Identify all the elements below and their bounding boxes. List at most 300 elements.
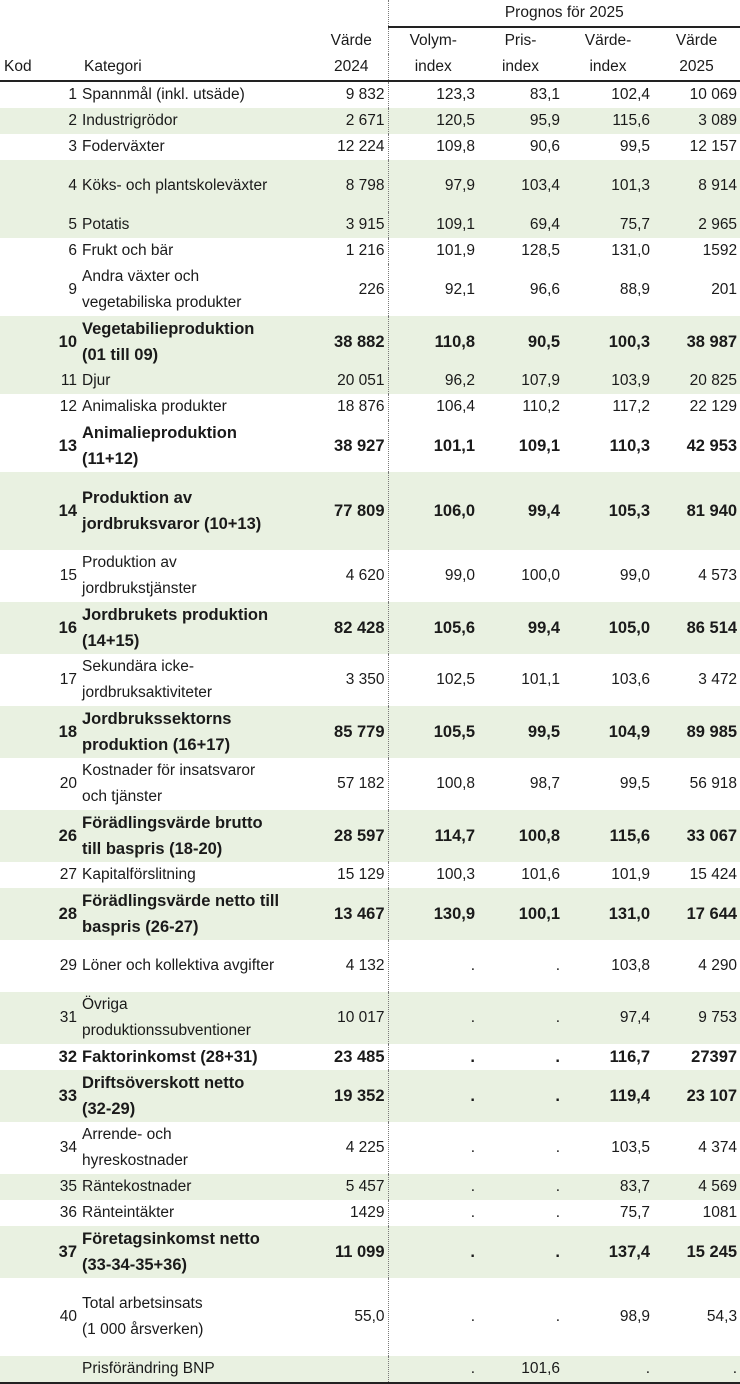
table-row	[0, 992, 740, 1044]
row-price-index: 98,7	[529, 775, 561, 792]
row-code: 28	[58, 905, 77, 923]
row-category	[80, 238, 315, 264]
row-volume-index: 100,8	[388, 758, 478, 810]
category-line: och tjänster	[82, 788, 163, 805]
row-category	[80, 888, 315, 940]
row-value-index: 103,9	[611, 372, 651, 389]
row-value-2024: 226	[358, 281, 385, 298]
category-line: Företagsinkomst netto	[82, 1230, 260, 1248]
category-line: Potatis	[82, 216, 130, 233]
row-price-index: 100,8	[518, 827, 561, 845]
volume-index-header-sub: index	[388, 54, 478, 81]
table-row	[0, 1122, 740, 1174]
category-line: vegetabiliska produkter	[82, 294, 242, 311]
row-code: 36	[59, 1204, 77, 1221]
value-index-header-sub: index	[563, 54, 653, 81]
row-category	[80, 810, 315, 862]
row-value-2024: 15 129	[337, 866, 385, 883]
row-value-2024: 9 832	[345, 86, 385, 103]
row-category	[80, 420, 315, 472]
table-row	[0, 654, 740, 706]
row-price-index: 109,1	[518, 437, 561, 455]
table-row	[0, 888, 740, 940]
row-code: 29	[59, 957, 77, 974]
row-value-index: 103,5	[611, 1139, 651, 1156]
row-price-index: .	[555, 1178, 561, 1195]
row-volume-index: .	[388, 1278, 478, 1356]
category-line: (11+12)	[82, 450, 139, 468]
row-value-2024: 3 350	[345, 671, 385, 688]
table-row	[0, 1356, 740, 1383]
row-category	[80, 212, 315, 238]
row-value-index: 98,9	[619, 1308, 651, 1325]
row-value-2024: 19 352	[334, 1087, 385, 1105]
table-row	[0, 862, 740, 888]
row-code: 2	[68, 112, 77, 129]
row-value-2025: 23 107	[686, 1087, 738, 1105]
row-value-2024: 57 182	[337, 775, 385, 792]
row-category	[80, 992, 315, 1044]
row-category	[80, 706, 315, 758]
row-category	[80, 316, 315, 368]
row-value-2025: 8 914	[698, 177, 738, 194]
row-category	[80, 134, 315, 160]
row-volume-index: .	[388, 1226, 478, 1278]
row-value-2024: 5 457	[345, 1178, 385, 1195]
column-header-row-2	[0, 54, 740, 81]
category-line: Vegetabilieproduktion	[82, 320, 255, 338]
row-price-index: 69,4	[529, 216, 561, 233]
row-price-index: 100,0	[521, 567, 561, 584]
row-price-index: 99,5	[527, 723, 561, 741]
category-line: Spannmål (inkl. utsäde)	[82, 86, 245, 103]
row-value-index: 101,9	[611, 866, 651, 883]
row-volume-index: 106,4	[388, 394, 478, 420]
row-code: 6	[68, 242, 77, 259]
row-price-index: 110,2	[522, 398, 561, 415]
row-volume-index: .	[388, 1174, 478, 1200]
row-value-index: 119,4	[609, 1087, 651, 1105]
row-code: 35	[59, 1178, 77, 1195]
category-line: Foderväxter	[82, 138, 165, 155]
table-row	[0, 940, 740, 992]
row-volume-index: 109,8	[388, 134, 478, 160]
row-volume-index: .	[388, 1200, 478, 1226]
row-price-index: .	[555, 1243, 561, 1261]
forecast-header-row	[0, 0, 740, 27]
row-price-index: .	[555, 1204, 561, 1221]
table-row	[0, 108, 740, 134]
row-value-index: .	[563, 1356, 653, 1383]
table-row	[0, 134, 740, 160]
volume-index-header: Volym-	[388, 27, 478, 54]
row-category	[80, 1356, 315, 1383]
row-category	[80, 472, 315, 550]
row-value-index: 137,4	[608, 1243, 651, 1261]
category-line: Arrende- och	[82, 1126, 172, 1143]
row-value-2025: 10 069	[689, 86, 738, 103]
table-row	[0, 264, 740, 316]
table-row	[0, 706, 740, 758]
row-value-2024: 8 798	[345, 177, 385, 194]
row-value-index: 100,3	[608, 333, 651, 351]
table-row	[0, 420, 740, 472]
row-volume-index: 92,1	[388, 264, 478, 316]
row-value-index: 75,7	[619, 216, 651, 233]
category-line: Faktorinkomst (28+31)	[82, 1048, 258, 1066]
value-2025-header: Värde	[653, 27, 740, 54]
row-price-index: 99,4	[527, 619, 561, 637]
row-value-2024: 38 927	[334, 437, 385, 455]
row-category	[80, 1278, 315, 1356]
row-code: 9	[68, 281, 77, 298]
category-line: Andra växter och	[82, 268, 200, 285]
row-value-2025: 42 953	[686, 437, 738, 455]
row-code: 37	[58, 1243, 77, 1261]
row-value-2024: 38 882	[334, 333, 385, 351]
category-line: Räntekostnader	[82, 1178, 192, 1195]
row-value-index: 105,3	[608, 502, 651, 520]
row-volume-index: 96,2	[388, 368, 478, 394]
category-line: (1 000 årsverken)	[82, 1321, 204, 1338]
table-row	[0, 238, 740, 264]
value-2024-header-year: 2024	[315, 54, 388, 81]
category-line: Total arbetsinsats	[82, 1295, 203, 1312]
category-line: Industrigrödor	[82, 112, 178, 129]
row-category	[80, 1174, 315, 1200]
category-line: baspris (26-27)	[82, 918, 199, 936]
row-volume-index: 123,3	[388, 81, 478, 108]
table-row	[0, 602, 740, 654]
row-code: 17	[59, 671, 77, 688]
row-value-2025: 81 940	[686, 502, 738, 520]
row-value-2024: 4 225	[345, 1139, 385, 1156]
row-volume-index: 130,9	[388, 888, 478, 940]
row-code: 1	[68, 86, 77, 103]
row-value-index: 115,6	[612, 112, 651, 129]
category-line: Djur	[82, 372, 111, 389]
row-code: 18	[58, 723, 77, 741]
row-value-2024: 1429	[350, 1204, 385, 1221]
row-value-index: 99,0	[619, 567, 651, 584]
row-value-2024: 82 428	[334, 619, 385, 637]
row-price-index: 101,1	[521, 671, 561, 688]
row-volume-index: 109,1	[388, 212, 478, 238]
category-line: produktion (16+17)	[82, 736, 231, 754]
row-value-2025: 2 965	[698, 216, 738, 233]
row-code: 33	[58, 1087, 77, 1105]
row-value-index: 105,0	[608, 619, 651, 637]
table-row	[0, 316, 740, 368]
row-category	[80, 368, 315, 394]
row-code: 16	[58, 619, 77, 637]
row-value-index: 99,5	[619, 775, 651, 792]
row-code: 11	[60, 372, 77, 389]
row-code: 32	[58, 1048, 77, 1066]
category-line: Driftsöverskott netto	[82, 1074, 245, 1092]
price-index-header-sub: index	[478, 54, 563, 81]
row-volume-index: .	[388, 1044, 478, 1070]
category-line: (01 till 09)	[82, 346, 159, 364]
row-value-2025: 4 569	[698, 1178, 738, 1195]
row-value-2024: 10 017	[337, 1009, 385, 1026]
category-line: Animalieproduktion	[82, 424, 237, 442]
row-value-2025: 15 424	[689, 866, 738, 883]
row-value-2025: 3 089	[698, 112, 738, 129]
row-volume-index: 97,9	[388, 160, 478, 212]
row-value-2025: 33 067	[686, 827, 738, 845]
row-category	[80, 1226, 315, 1278]
row-value-2024: 85 779	[334, 723, 385, 741]
row-value-2025: 86 514	[686, 619, 738, 637]
row-code: 27	[59, 866, 77, 883]
row-category	[80, 550, 315, 602]
row-value-2024: 3 915	[345, 216, 385, 233]
row-volume-index: 105,5	[388, 706, 478, 758]
row-value-2025: 22 129	[689, 398, 738, 415]
row-value-2025: 9 753	[698, 1009, 738, 1026]
row-price-index: .	[555, 957, 561, 974]
category-line: Övriga	[82, 996, 128, 1013]
row-value-2025: 56 918	[689, 775, 738, 792]
row-category	[80, 264, 315, 316]
table-row	[0, 472, 740, 550]
value-2024-header: Värde	[315, 27, 388, 54]
row-value-2025: 20 825	[689, 372, 738, 389]
row-value-2025: .	[653, 1356, 740, 1383]
row-value-2024: 20 051	[337, 372, 385, 389]
row-value-2024: 4 620	[345, 567, 385, 584]
row-code: 10	[58, 333, 77, 351]
row-volume-index: 120,5	[388, 108, 478, 134]
row-value-2025: 89 985	[686, 723, 738, 741]
category-line: hyreskostnader	[82, 1152, 188, 1169]
table-row	[0, 1070, 740, 1122]
row-value-2024: 23 485	[334, 1048, 385, 1066]
row-category	[80, 160, 315, 212]
row-value-2024: 55,0	[354, 1308, 385, 1325]
row-value-index: 97,4	[619, 1009, 651, 1026]
row-value-2025: 27397	[691, 1048, 738, 1066]
table-row	[0, 81, 740, 108]
table-row	[0, 394, 740, 420]
row-volume-index: 105,6	[388, 602, 478, 654]
row-category	[80, 1070, 315, 1122]
row-price-index: .	[555, 1009, 561, 1026]
category-line: Produktion av	[82, 489, 193, 507]
category-line: jordbruksvaror (10+13)	[82, 515, 262, 533]
category-line: produktionssubventioner	[82, 1022, 251, 1039]
row-price-index: .	[555, 1308, 561, 1325]
table-row	[0, 160, 740, 212]
row-code: 5	[68, 216, 77, 233]
row-value-2025: 3 472	[698, 671, 738, 688]
row-value-2024: 13 467	[334, 905, 385, 923]
row-price-index: .	[555, 1048, 561, 1066]
row-value-index: 115,6	[609, 827, 651, 845]
row-value-2025: 12 157	[689, 138, 738, 155]
row-value-index: 75,7	[619, 1204, 651, 1221]
row-volume-index: 106,0	[388, 472, 478, 550]
row-value-index: 103,6	[611, 671, 651, 688]
row-code	[0, 1356, 80, 1383]
price-index-header: Pris-	[478, 27, 563, 54]
row-volume-index: 101,9	[388, 238, 478, 264]
row-category	[80, 1122, 315, 1174]
category-line: Animaliska produkter	[82, 398, 227, 415]
row-price-index: 96,6	[529, 281, 561, 298]
row-volume-index: .	[388, 1070, 478, 1122]
category-line: Förädlingsvärde netto till	[82, 892, 280, 910]
row-value-2024: 11 099	[334, 1243, 385, 1261]
row-value-2025: 54,3	[706, 1308, 738, 1325]
row-price-index: 103,4	[521, 177, 561, 194]
table-row	[0, 1200, 740, 1226]
row-value-2025: 1081	[702, 1204, 738, 1221]
row-value-2025: 15 245	[686, 1243, 738, 1261]
row-category	[80, 81, 315, 108]
category-line: Prisförändring BNP	[82, 1360, 215, 1377]
row-category	[80, 758, 315, 810]
row-volume-index: 100,3	[388, 862, 478, 888]
column-header-row-1	[0, 27, 740, 54]
row-value-index: 116,7	[609, 1048, 651, 1066]
row-category	[80, 602, 315, 654]
table-row	[0, 1174, 740, 1200]
row-value-2024: 28 597	[334, 827, 385, 845]
category-line: Ränteintäkter	[82, 1204, 175, 1221]
row-code: 13	[58, 437, 77, 455]
row-value-2024: 2 671	[345, 112, 385, 129]
row-value-index: 83,7	[619, 1178, 651, 1195]
row-volume-index: .	[388, 1122, 478, 1174]
code-header: Kod	[0, 54, 80, 81]
table-row	[0, 1226, 740, 1278]
row-value-2025: 4 374	[698, 1139, 738, 1156]
category-line: till baspris (18-20)	[82, 840, 223, 858]
row-value-2024: 4 132	[345, 957, 385, 974]
row-code: 3	[68, 138, 77, 155]
row-volume-index: 99,0	[388, 550, 478, 602]
row-volume-index: .	[388, 1356, 478, 1383]
row-volume-index: 101,1	[388, 420, 478, 472]
row-category	[80, 1044, 315, 1070]
row-price-index: 107,9	[521, 372, 561, 389]
row-category	[80, 1200, 315, 1226]
category-line: Förädlingsvärde brutto	[82, 814, 263, 832]
row-value-index: 131,0	[608, 905, 651, 923]
row-value-2024: 77 809	[334, 502, 385, 520]
row-value-2025: 4 573	[698, 567, 738, 584]
row-value-index: 101,3	[611, 177, 651, 194]
category-line: (32-29)	[82, 1100, 136, 1118]
category-line: (14+15)	[82, 632, 140, 650]
row-volume-index: 110,8	[388, 316, 478, 368]
table-row	[0, 1278, 740, 1356]
value-2025-header-year: 2025	[653, 54, 740, 81]
row-code: 40	[59, 1308, 77, 1325]
category-line: jordbrukstjänster	[82, 580, 197, 597]
category-line: Jordbrukets produktion	[82, 606, 269, 624]
row-volume-index: 102,5	[388, 654, 478, 706]
table-row	[0, 212, 740, 238]
row-value-index: 99,5	[619, 138, 651, 155]
row-volume-index: 114,7	[388, 810, 478, 862]
row-price-index: 101,6	[521, 866, 561, 883]
forecast-heading: Prognos för 2025	[388, 0, 740, 27]
row-code: 31	[59, 1009, 77, 1026]
row-volume-index: .	[388, 992, 478, 1044]
row-value-index: 104,9	[608, 723, 651, 741]
row-price-index: .	[555, 1087, 561, 1105]
row-code: 12	[59, 398, 77, 415]
row-category	[80, 654, 315, 706]
category-line: Kapitalförslitning	[82, 866, 196, 883]
row-value-2025: 201	[711, 281, 738, 298]
row-category	[80, 862, 315, 888]
category-line: jordbruksaktiviteter	[82, 684, 213, 701]
row-code: 15	[59, 567, 77, 584]
row-value-2025: 38 987	[686, 333, 738, 351]
row-value-index: 131,0	[611, 242, 651, 259]
row-code: 20	[59, 775, 77, 792]
row-price-index: 95,9	[529, 112, 561, 129]
table-row	[0, 758, 740, 810]
row-value-index: 102,4	[611, 86, 651, 103]
row-price-index: .	[555, 1139, 561, 1156]
row-value-2024: 12 224	[337, 138, 385, 155]
row-category	[80, 940, 315, 992]
category-line: Frukt och bär	[82, 242, 174, 259]
row-code: 34	[59, 1139, 77, 1156]
row-price-index: 100,1	[518, 905, 561, 923]
category-line: Löner och kollektiva avgifter	[82, 957, 275, 974]
table-row	[0, 810, 740, 862]
row-value-index: 88,9	[619, 281, 651, 298]
row-price-index: 90,6	[529, 138, 561, 155]
category-header: Kategori	[80, 54, 315, 81]
row-price-index: 90,5	[527, 333, 561, 351]
row-value-2024	[315, 1356, 388, 1383]
table-row	[0, 550, 740, 602]
row-volume-index: .	[388, 940, 478, 992]
row-value-2025: 17 644	[686, 905, 738, 923]
category-line: (33-34-35+36)	[82, 1256, 188, 1274]
table-row	[0, 368, 740, 394]
category-line: Jordbrukssektorns	[82, 710, 232, 728]
row-value-index: 117,2	[612, 398, 651, 415]
row-value-2024: 18 876	[337, 398, 385, 415]
row-value-2025: 4 290	[698, 957, 738, 974]
row-value-2025: 1592	[702, 242, 738, 259]
row-price-index: 99,4	[527, 502, 561, 520]
table-row	[0, 1044, 740, 1070]
value-index-header: Värde-	[563, 27, 653, 54]
row-category	[80, 108, 315, 134]
row-price-index: 83,1	[529, 86, 561, 103]
category-line: Sekundära icke-	[82, 658, 195, 675]
row-code: 26	[58, 827, 77, 845]
category-line: Köks- och plantskoleväxter	[82, 177, 268, 194]
row-code: 14	[58, 502, 77, 520]
category-line: Produktion av	[82, 554, 177, 571]
row-code: 4	[68, 177, 77, 194]
row-value-index: 110,3	[609, 437, 651, 455]
category-line: Kostnader för insatsvaror	[82, 762, 256, 779]
row-price-index: 101,6	[478, 1356, 563, 1383]
row-price-index: 128,5	[521, 242, 561, 259]
row-value-index: 103,8	[611, 957, 651, 974]
